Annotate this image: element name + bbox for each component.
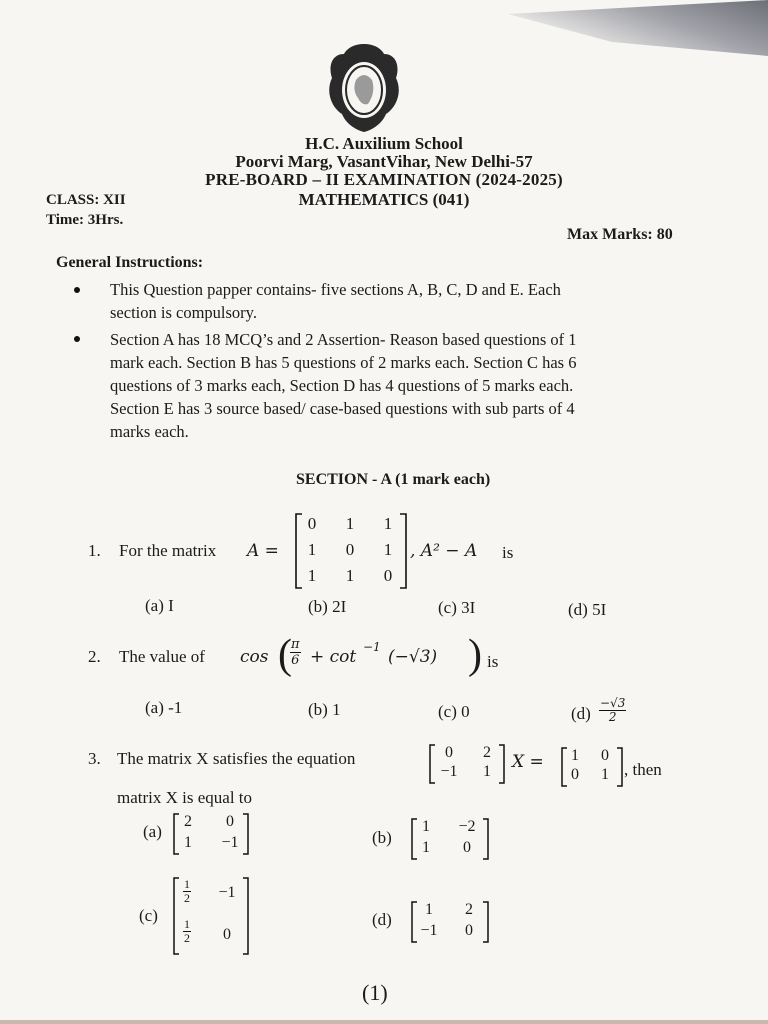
matrix-cell: 1	[307, 540, 317, 559]
matrix-cell: 0	[571, 766, 579, 783]
instruction-line: Section A has 18 MCQ’s and 2 Assertion- Reason based questions of 1	[110, 330, 577, 349]
matrix-cell: 0	[383, 566, 393, 585]
fraction-denominator: 2	[184, 931, 190, 945]
q1-option-c: (c) 3I	[438, 598, 476, 617]
q1-number: 1.	[88, 541, 101, 560]
q3-option-b-label: (b)	[372, 828, 392, 847]
matrix-cell: 0	[345, 540, 355, 559]
instructions-heading: General Instructions:	[56, 254, 204, 271]
q3-option-b-matrix	[410, 817, 490, 861]
fraction-numerator: π	[291, 637, 300, 652]
bullet	[74, 287, 80, 293]
instruction-line: mark each. Section B has 5 questions of 2 marks each. Section C has 6	[110, 353, 577, 372]
q1-lhs: A =	[247, 541, 279, 561]
matrix-cell: 1	[483, 763, 491, 780]
q1-tail: , A² − A	[410, 541, 478, 561]
bullet	[74, 336, 80, 342]
instruction-line: marks each.	[110, 422, 189, 441]
q2-inverse: −1	[363, 640, 381, 654]
fraction-denominator: 6	[291, 653, 300, 668]
fraction-denominator: 2	[184, 891, 190, 905]
q2-pi-fraction	[290, 637, 301, 668]
q3-option-c-label: (c)	[139, 906, 158, 925]
matrix-cell: 2	[184, 813, 192, 830]
q2-text: The value of	[119, 647, 205, 666]
matrix-cell: 0	[601, 747, 609, 764]
q3-mid: X =	[512, 752, 544, 772]
q2-is: is	[487, 652, 499, 671]
scan-shadow	[508, 0, 768, 70]
q3-text: The matrix X satisfies the equation	[117, 749, 356, 768]
q1-option-b: (b) 2I	[308, 597, 347, 616]
matrix-cell: 1	[601, 766, 609, 783]
q2-option-a: (a) -1	[145, 698, 183, 717]
q2-number: 2.	[88, 647, 101, 666]
q3-number: 3.	[88, 749, 101, 768]
q3-matrix-right	[560, 746, 624, 788]
fraction-numerator: 1	[184, 917, 190, 931]
q3-then: , then	[624, 760, 662, 779]
school-name: H.C. Auxilium School	[305, 134, 463, 153]
exam-title: PRE-BOARD – II EXAMINATION (2024-2025)	[205, 170, 563, 189]
instruction-line: questions of 3 marks each, Section D has 4 questions of 5 marks each.	[110, 376, 574, 395]
q1-option-d: (d) 5I	[568, 600, 607, 619]
matrix-cell	[178, 918, 196, 945]
time-label: Time: 3Hrs.	[46, 212, 124, 228]
q2-option-d-label: (d)	[571, 704, 591, 723]
open-paren: (	[278, 632, 292, 678]
matrix-cell: −1	[221, 834, 239, 851]
matrix-cell: 0	[463, 839, 471, 856]
matrix-cell: 2	[465, 901, 473, 918]
matrix-cell: 0	[445, 744, 453, 761]
school-address: Poorvi Marg, VasantVihar, New Delhi-57	[235, 152, 533, 171]
instruction-item-1	[110, 278, 561, 324]
instruction-line: Section E has 3 source based/ case-based questions with sub parts of 4	[110, 399, 575, 418]
close-paren: )	[468, 632, 482, 678]
matrix-cell: 1	[345, 566, 355, 585]
matrix-cell: 1	[422, 839, 430, 856]
matrix-cell: 1	[383, 540, 393, 559]
matrix-cell: −1	[218, 884, 236, 901]
matrix-cell: −1	[440, 763, 458, 780]
instruction-item-2	[110, 328, 577, 443]
q3-option-a-matrix	[172, 812, 250, 856]
matrix-cell: 2	[483, 744, 491, 761]
q2-option-c: (c) 0	[438, 702, 470, 721]
fraction-denominator: 2	[608, 710, 617, 724]
instruction-line: section is compulsory.	[110, 303, 257, 322]
q1-is: is	[502, 543, 514, 562]
matrix-cell: 1	[345, 514, 355, 533]
q2-option-b: (b) 1	[308, 700, 341, 719]
matrix-cell: 1	[422, 818, 430, 835]
matrix-cell: 1	[425, 901, 433, 918]
q3-option-d-matrix	[410, 900, 490, 944]
matrix-cell: −1	[420, 922, 438, 939]
matrix-cell: 0	[223, 926, 231, 943]
q2-argument: (−√3)	[388, 647, 438, 667]
matrix-cell: 0	[226, 813, 234, 830]
matrix-cell: 1	[307, 566, 317, 585]
q3-line2: matrix X is equal to	[117, 788, 253, 807]
q3-option-c-matrix	[172, 876, 250, 956]
matrix-cell	[178, 878, 196, 905]
instruction-line: This Question papper contains- five sections A, B, C, D and E. Each	[110, 280, 561, 299]
q3-matrix-left	[428, 743, 506, 785]
matrix-cell: 1	[184, 834, 192, 851]
fraction-numerator: −√3	[600, 696, 626, 710]
q3-option-a-label: (a)	[143, 822, 162, 841]
max-marks: Max Marks: 80	[567, 226, 673, 243]
q2-cos: cos	[240, 647, 269, 667]
q1-option-a: (a) I	[145, 596, 174, 615]
scan-edge	[0, 1020, 768, 1024]
q1-matrix	[294, 512, 408, 590]
fraction-numerator: 1	[184, 877, 190, 891]
school-crest-logo	[322, 40, 406, 136]
page-number: (1)	[362, 980, 388, 1005]
section-a-title: SECTION - A (1 mark each)	[296, 471, 491, 488]
matrix-cell: 0	[307, 514, 317, 533]
q3-option-d-label: (d)	[372, 910, 392, 929]
matrix-cell: 1	[383, 514, 393, 533]
class-label: CLASS: XII	[46, 192, 126, 208]
matrix-cell: 0	[465, 922, 473, 939]
q1-text: For the matrix	[119, 541, 217, 560]
subject-title: MATHEMATICS (041)	[298, 190, 470, 209]
q2-plus-cot: + cot	[310, 647, 357, 667]
matrix-cell: −2	[458, 818, 476, 835]
matrix-cell: 1	[571, 747, 579, 764]
q2-option-d-fraction	[599, 697, 626, 724]
